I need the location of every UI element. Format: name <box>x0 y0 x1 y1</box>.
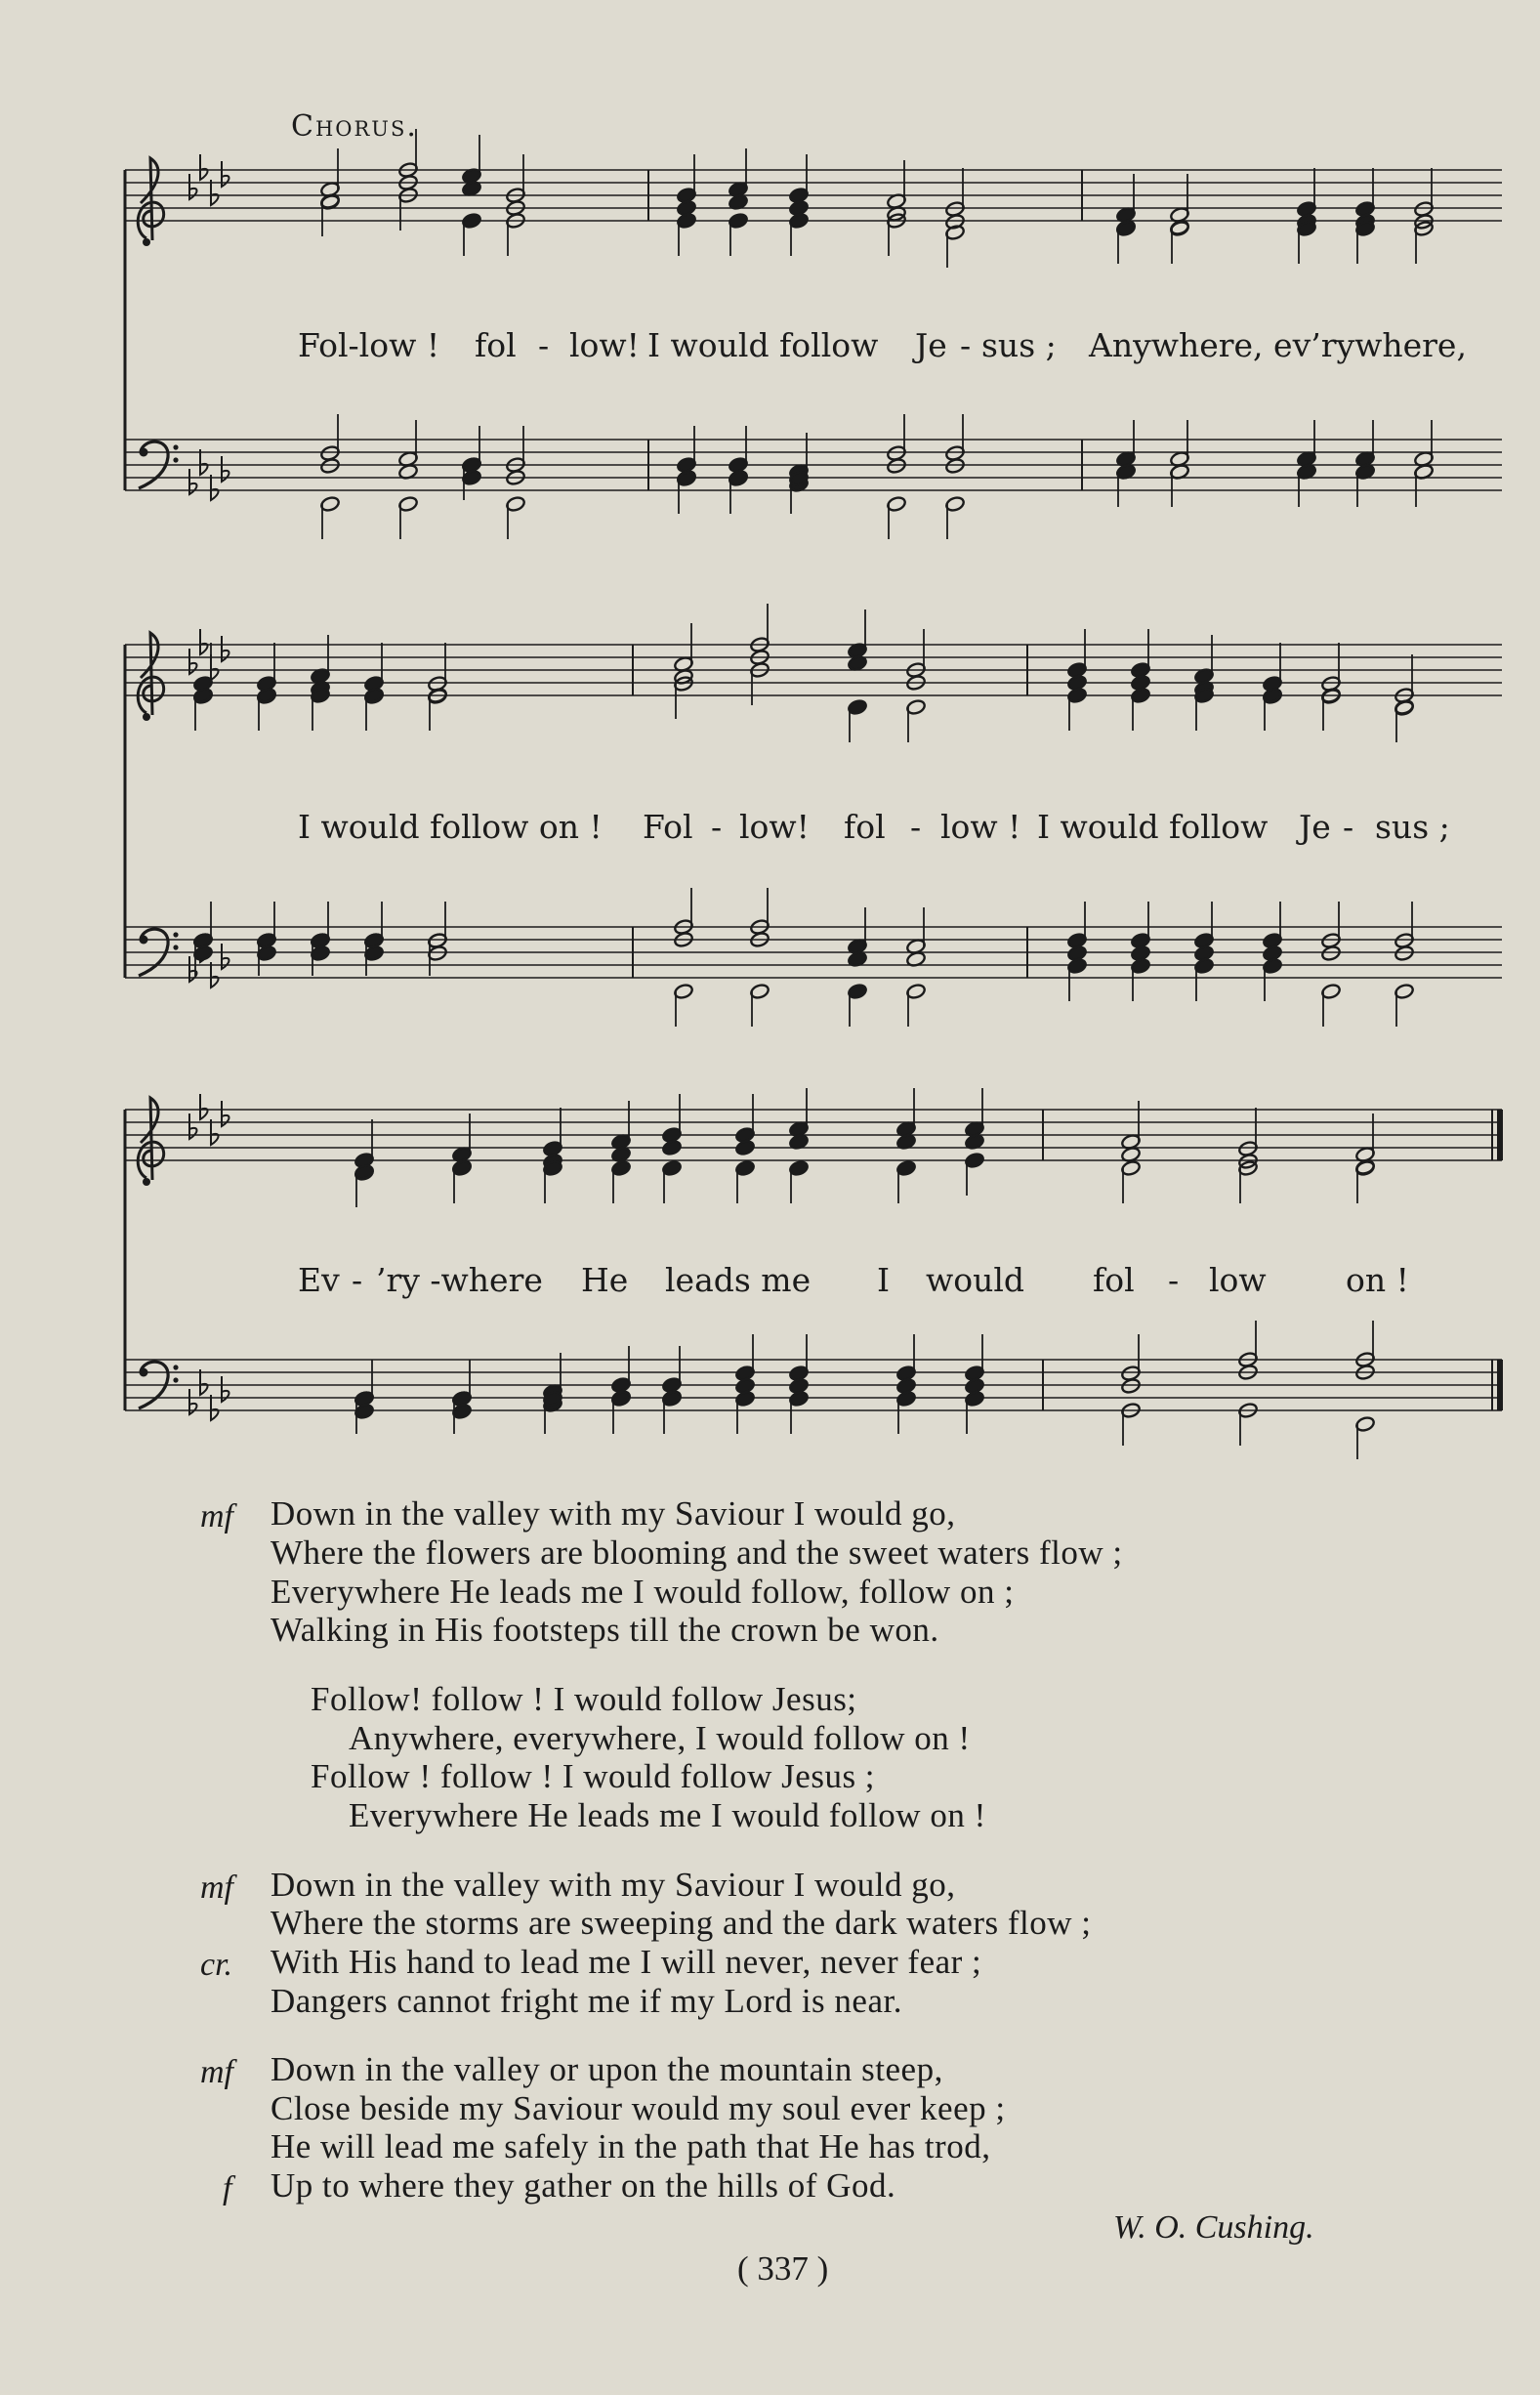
note <box>734 1159 755 1203</box>
lyric-syllable: - <box>1343 808 1354 846</box>
note <box>1320 902 1341 949</box>
staff <box>125 1360 1502 1410</box>
flat-icon <box>211 654 219 680</box>
note <box>895 1390 916 1434</box>
note <box>944 457 965 474</box>
note <box>1320 983 1341 1027</box>
note <box>1296 420 1316 468</box>
note <box>1120 1377 1141 1394</box>
dynamic-marking: f <box>223 2170 232 2206</box>
note <box>1262 687 1282 731</box>
note <box>905 983 926 1027</box>
note <box>1066 629 1087 679</box>
note <box>1237 1321 1258 1368</box>
key-signature-flats <box>189 154 229 205</box>
note <box>1354 220 1375 264</box>
note <box>788 154 809 204</box>
note <box>505 495 525 539</box>
note <box>661 1159 682 1203</box>
lyric-syllable: low ! <box>940 808 1021 846</box>
note <box>397 420 418 468</box>
note <box>734 1334 755 1382</box>
key-signature-flats <box>189 1369 229 1420</box>
note <box>1169 463 1189 507</box>
verse-line: With His hand to lead me I will never, never fear ; <box>271 1943 982 1981</box>
note <box>1394 983 1414 1027</box>
note <box>1354 1415 1375 1459</box>
dynamic-marking: mf <box>200 2054 233 2090</box>
note <box>886 414 906 462</box>
note <box>964 1088 984 1138</box>
note <box>1193 902 1214 949</box>
note <box>788 212 809 256</box>
note <box>905 907 926 955</box>
note <box>788 1390 809 1434</box>
lyric-syllable: would <box>926 1261 1025 1299</box>
note <box>451 1113 472 1163</box>
verse-line: Down in the valley with my Saviour I would go, <box>271 1494 956 1533</box>
note <box>319 457 340 474</box>
note <box>610 1159 631 1203</box>
staff <box>125 645 1502 695</box>
lyric-syllable: low! <box>569 326 640 364</box>
note <box>734 1139 755 1155</box>
notehead <box>1394 945 1414 961</box>
note <box>886 160 906 210</box>
note <box>788 1334 809 1382</box>
note <box>1262 902 1282 949</box>
verse-line: Everywhere He leads me I would follow, follow on ; <box>271 1573 1015 1611</box>
note <box>505 212 525 256</box>
flat-icon <box>211 475 219 500</box>
note <box>964 1152 984 1196</box>
lyric-syllable: low <box>1209 1261 1267 1299</box>
notehead <box>1320 945 1341 961</box>
note <box>1296 463 1316 507</box>
note <box>1130 957 1150 1001</box>
note <box>1354 1113 1375 1163</box>
note <box>661 1346 682 1394</box>
note <box>1354 420 1375 468</box>
note <box>319 495 340 539</box>
note <box>749 604 770 653</box>
flat-icon <box>211 1119 219 1145</box>
note <box>610 1346 631 1394</box>
lyric-syllable: Je <box>1299 808 1331 846</box>
verse-line: Close beside my Saviour would my soul ever keep ; <box>271 2089 1006 2127</box>
note <box>749 888 770 936</box>
note <box>256 643 276 693</box>
verse-line: He will lead me safely in the path that He has trod, <box>271 2127 991 2165</box>
note <box>847 609 867 659</box>
note <box>363 687 384 731</box>
note <box>354 1163 374 1207</box>
note <box>461 212 481 256</box>
note <box>676 470 696 514</box>
note <box>1394 654 1414 704</box>
note <box>1320 643 1341 693</box>
note <box>1115 174 1136 224</box>
note <box>1413 168 1434 218</box>
flat-icon <box>200 629 208 654</box>
note <box>451 1159 472 1203</box>
note <box>1115 420 1136 468</box>
note <box>319 414 340 462</box>
note <box>895 1159 916 1203</box>
note <box>319 148 340 198</box>
lyric-syllable: - <box>910 808 922 846</box>
note <box>363 643 384 693</box>
note <box>542 1159 562 1203</box>
lyrics-line-3 <box>0 1261 1540 1300</box>
refrain-line: Follow ! follow ! I would follow Jesus ; <box>311 1757 876 1795</box>
lyric-syllable: I <box>877 1261 891 1299</box>
verse-line: Down in the valley with my Saviour I would go, <box>271 1866 956 1904</box>
verse-line: Where the storms are sweeping and the dark waters flow ; <box>271 1904 1092 1942</box>
lyric-syllable: Fol-low ! <box>298 326 440 364</box>
note <box>905 698 926 742</box>
note <box>788 1159 809 1203</box>
note <box>676 212 696 256</box>
note <box>610 1390 631 1434</box>
lyric-syllable: fol <box>475 326 517 364</box>
note <box>1262 643 1282 693</box>
note <box>728 426 748 474</box>
treble-clef-icon <box>138 158 163 246</box>
note <box>1237 1108 1258 1157</box>
notehead <box>661 1139 682 1155</box>
lyric-syllable: Je <box>915 326 947 364</box>
verse-line: Down in the valley or upon the mountain steep, <box>271 2050 943 2088</box>
note <box>1354 1321 1375 1368</box>
note <box>1296 220 1316 264</box>
note <box>1130 902 1150 949</box>
verse-line: Walking in His footsteps till the crown be won. <box>271 1611 939 1649</box>
note <box>1115 220 1136 264</box>
note <box>673 675 693 719</box>
note <box>1169 174 1189 224</box>
note <box>1066 902 1087 949</box>
note <box>1120 1334 1141 1382</box>
notehead <box>319 457 340 474</box>
note <box>944 495 965 539</box>
staff <box>125 927 1502 978</box>
note <box>895 1334 916 1382</box>
note <box>944 224 965 268</box>
note <box>895 1088 916 1138</box>
flat-icon <box>211 1395 219 1420</box>
note <box>944 414 965 462</box>
lyric-syllable: - <box>352 1261 363 1299</box>
note <box>673 623 693 673</box>
note <box>661 1390 682 1434</box>
lyrics-line-2 <box>0 808 1540 847</box>
lyric-syllable: I would follow <box>1037 808 1269 846</box>
note <box>310 687 330 731</box>
note <box>1066 957 1087 1001</box>
note <box>788 470 809 514</box>
note <box>192 687 213 731</box>
note <box>1354 168 1375 218</box>
lyric-syllable: I would follow <box>647 326 879 364</box>
key-signature-flats <box>189 1094 229 1145</box>
notehead <box>734 1139 755 1155</box>
note <box>676 154 696 204</box>
note <box>1354 1159 1375 1203</box>
staff <box>125 1110 1502 1160</box>
note <box>749 983 770 1027</box>
lyric-syllable: - <box>538 326 550 364</box>
chorus-heading: Chorus. <box>291 109 418 144</box>
note <box>734 1094 755 1144</box>
note <box>310 635 330 685</box>
note <box>1130 629 1150 679</box>
note <box>1413 220 1434 264</box>
verse-line: Up to where they gather on the hills of God. <box>271 2166 896 2205</box>
lyric-syllable: fol <box>1093 1261 1135 1299</box>
note <box>1193 687 1214 731</box>
lyrics-line-1 <box>0 326 1540 365</box>
key-signature-flats <box>189 629 229 680</box>
refrain-line: Everywhere He leads me I would follow on ! <box>349 1796 986 1834</box>
note <box>886 495 906 539</box>
treble-clef-icon <box>138 1098 163 1186</box>
note <box>505 426 525 474</box>
lyric-syllable: Fol <box>643 808 693 846</box>
dynamic-marking: mf <box>200 1870 233 1906</box>
note <box>673 888 693 936</box>
flat-icon <box>200 1369 208 1395</box>
lyric-syllable: on ! <box>1346 1261 1409 1299</box>
note <box>728 148 748 198</box>
notehead <box>1120 1377 1141 1394</box>
note <box>1296 168 1316 218</box>
lyric-syllable: I would follow on ! <box>298 808 603 846</box>
note <box>397 495 418 539</box>
lyric-syllable: sus ; <box>981 326 1057 364</box>
note <box>1413 420 1434 468</box>
flat-icon <box>200 1094 208 1119</box>
lyric-syllable: - <box>711 808 723 846</box>
note <box>1237 1159 1258 1203</box>
note <box>734 1390 755 1434</box>
lyric-syllable: fol <box>844 808 886 846</box>
note <box>886 457 906 474</box>
note <box>461 135 481 185</box>
note <box>542 1390 562 1434</box>
lyric-syllable: sus ; <box>1375 808 1450 846</box>
flat-icon <box>211 180 219 205</box>
note <box>728 212 748 256</box>
lyric-syllable: Anywhere, ev’rywhere, <box>1089 326 1467 364</box>
note <box>1193 635 1214 685</box>
lyric-syllable: - <box>960 326 972 364</box>
flat-icon <box>211 962 219 987</box>
note <box>1262 957 1282 1001</box>
lyric-syllable: - <box>1168 1261 1180 1299</box>
note <box>1130 687 1150 731</box>
note <box>427 643 447 693</box>
note <box>847 983 867 1027</box>
flat-icon <box>200 154 208 180</box>
note <box>661 1094 682 1144</box>
note <box>1120 1402 1141 1446</box>
note <box>610 1101 631 1151</box>
note <box>886 212 906 256</box>
key-signature-flats <box>189 449 229 500</box>
note <box>1120 1101 1141 1151</box>
note <box>1169 420 1189 468</box>
note <box>676 426 696 474</box>
refrain-line: Follow! follow ! I would follow Jesus; <box>311 1680 857 1718</box>
note <box>1193 957 1214 1001</box>
treble-clef-icon <box>138 633 163 721</box>
note <box>354 1119 374 1169</box>
note <box>1394 945 1414 961</box>
lyric-syllable: low! <box>739 808 810 846</box>
dynamic-marking: cr. <box>200 1947 233 1983</box>
note <box>1169 220 1189 264</box>
note <box>964 1390 984 1434</box>
note <box>1354 463 1375 507</box>
page-number: ( 337 ) <box>737 2249 829 2288</box>
note <box>1115 463 1136 507</box>
note <box>505 154 525 204</box>
lyric-syllable: ’ry -where <box>376 1261 543 1299</box>
note <box>1066 687 1087 731</box>
note <box>728 470 748 514</box>
refrain-line: Anywhere, everywhere, I would follow on ! <box>349 1719 971 1757</box>
flat-icon <box>200 449 208 475</box>
note <box>964 1334 984 1382</box>
lyric-syllable: He <box>581 1261 629 1299</box>
notehead <box>886 457 906 474</box>
lyric-syllable: leads me <box>665 1261 812 1299</box>
note <box>1120 1159 1141 1203</box>
notehead <box>944 457 965 474</box>
lyric-syllable: Ev <box>298 1261 340 1299</box>
note <box>1394 902 1414 949</box>
note <box>1320 945 1341 961</box>
note <box>673 983 693 1027</box>
author-credit: W. O. Cushing. <box>1113 2209 1314 2246</box>
note <box>847 698 867 742</box>
note <box>1237 1402 1258 1446</box>
note <box>256 687 276 731</box>
verse-line: Where the flowers are blooming and the sweet waters flow ; <box>271 1534 1123 1572</box>
note <box>1413 463 1434 507</box>
note <box>944 168 965 218</box>
dynamic-marking: mf <box>200 1498 233 1534</box>
note <box>542 1108 562 1157</box>
verse-line: Dangers cannot fright me if my Lord is near. <box>271 1982 902 2020</box>
note <box>661 1139 682 1155</box>
note <box>905 629 926 679</box>
note <box>847 907 867 955</box>
note <box>788 1088 809 1138</box>
